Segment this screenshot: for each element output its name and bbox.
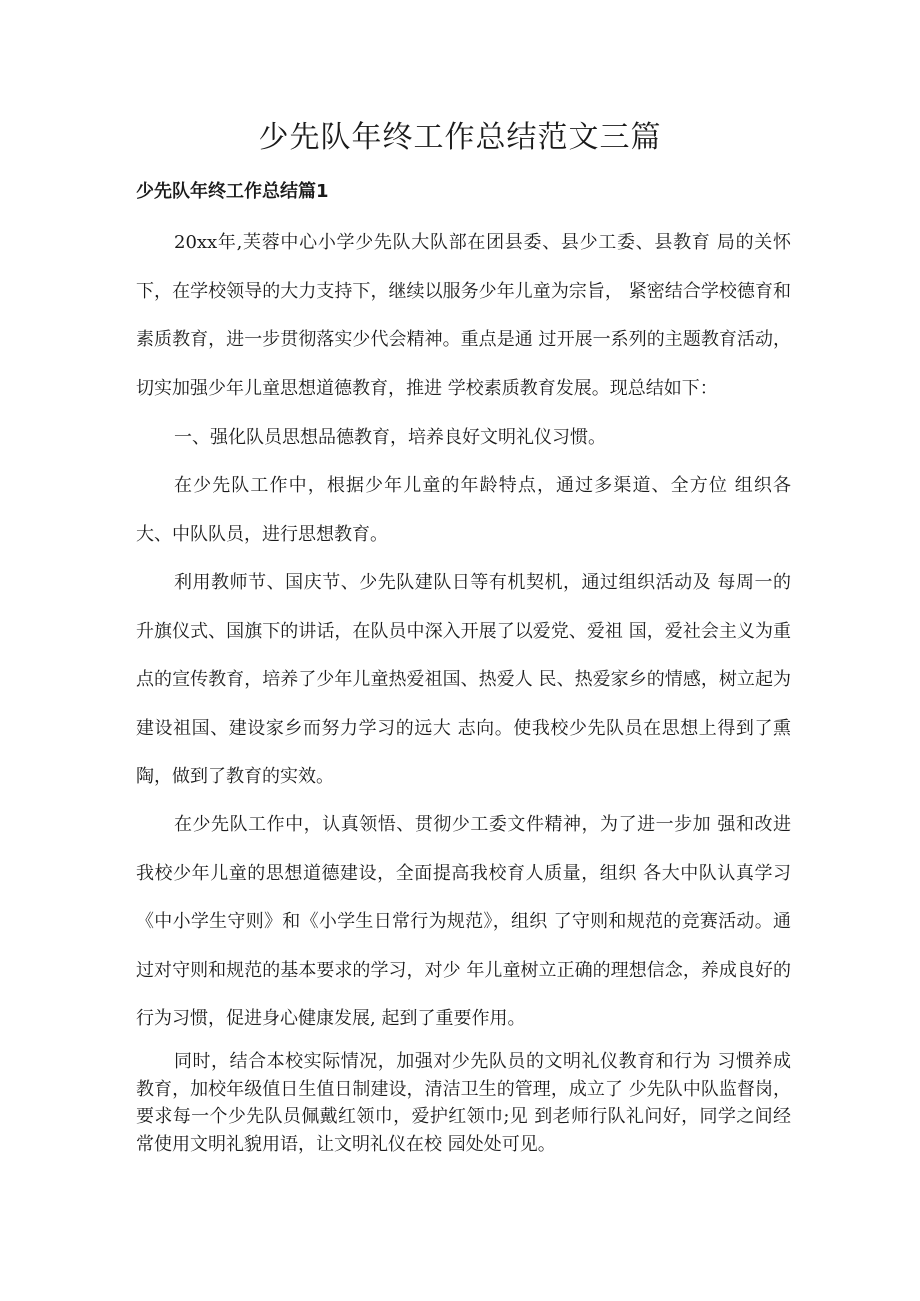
document-title: 少先队年终工作总结范文三篇 [258, 120, 662, 155]
paragraph-subheading-1: 一、强化队员思想品德教育，培养良好文明礼仪习惯。 [174, 427, 606, 448]
section-heading: 少先队年终工作总结篇1 [136, 181, 329, 202]
paragraph-rules-study: 在少先队工作中，认真领悟、贯彻少工委文件精神，为了进一步加 强和改进我校少年儿童的思想道德建设，全面提高我校育人质量，组织 各大中队认真学习《中小学生守则》和《小学生日常行为规范》，组织 了守则和规范的竞赛活动。通过对守则和规范的基本要求的学习，对少 年儿童树立正确的理想信念，养成良好的行为习惯，促进身心健康发展, 起到了重要作用。 [136, 814, 791, 1029]
paragraph-intro: 20xx年,芙蓉中心小学少先队大队部在团县委、县少工委、县教育 局的关怀下，在学校领导的大力支持下，继续以服务少年儿童为宗旨， 紧密结合学校德育和素质教育，进一步贯彻落实少代会精神。重点是通 过开展一系列的主题教育活动，切实加强少年儿童思想道德教育，推进 学校素质教育发展。现总结如下： [136, 232, 791, 399]
paragraph-etiquette: 同时，结合本校实际情况，加强对少先队员的文明礼仪教育和行为 习惯养成教育，加校年级值日生值日制建设，清洁卫生的管理，成立了 少先队中队监督岗，要求每一个少先队员佩戴红领巾，爱护红领巾;见 到老师行队礼问好，同学之间经常使用文明礼貌用语，让文明礼仪在校 园处处可见。 [136, 1051, 791, 1155]
paragraph-festival-activities: 利用教师节、国庆节、少先队建队日等有机契机，通过组织活动及 每周一的升旗仪式、国旗下的讲话，在队员中深入开展了以爱党、爱祖 国，爱社会主义为重点的宣传教育，培养了少年儿童热爱祖国、热爱人 民、热爱家乡的情感，树立起为建设祖国、建设家乡而努力学习的远大 志向。使我校少先队员在思想上得到了熏陶，做到了教育的实效。 [136, 572, 791, 787]
paragraph-thought-education: 在少先队工作中，根据少年儿童的年龄特点，通过多渠道、全方位 组织各大、中队队员，进行思想教育。 [136, 475, 791, 545]
